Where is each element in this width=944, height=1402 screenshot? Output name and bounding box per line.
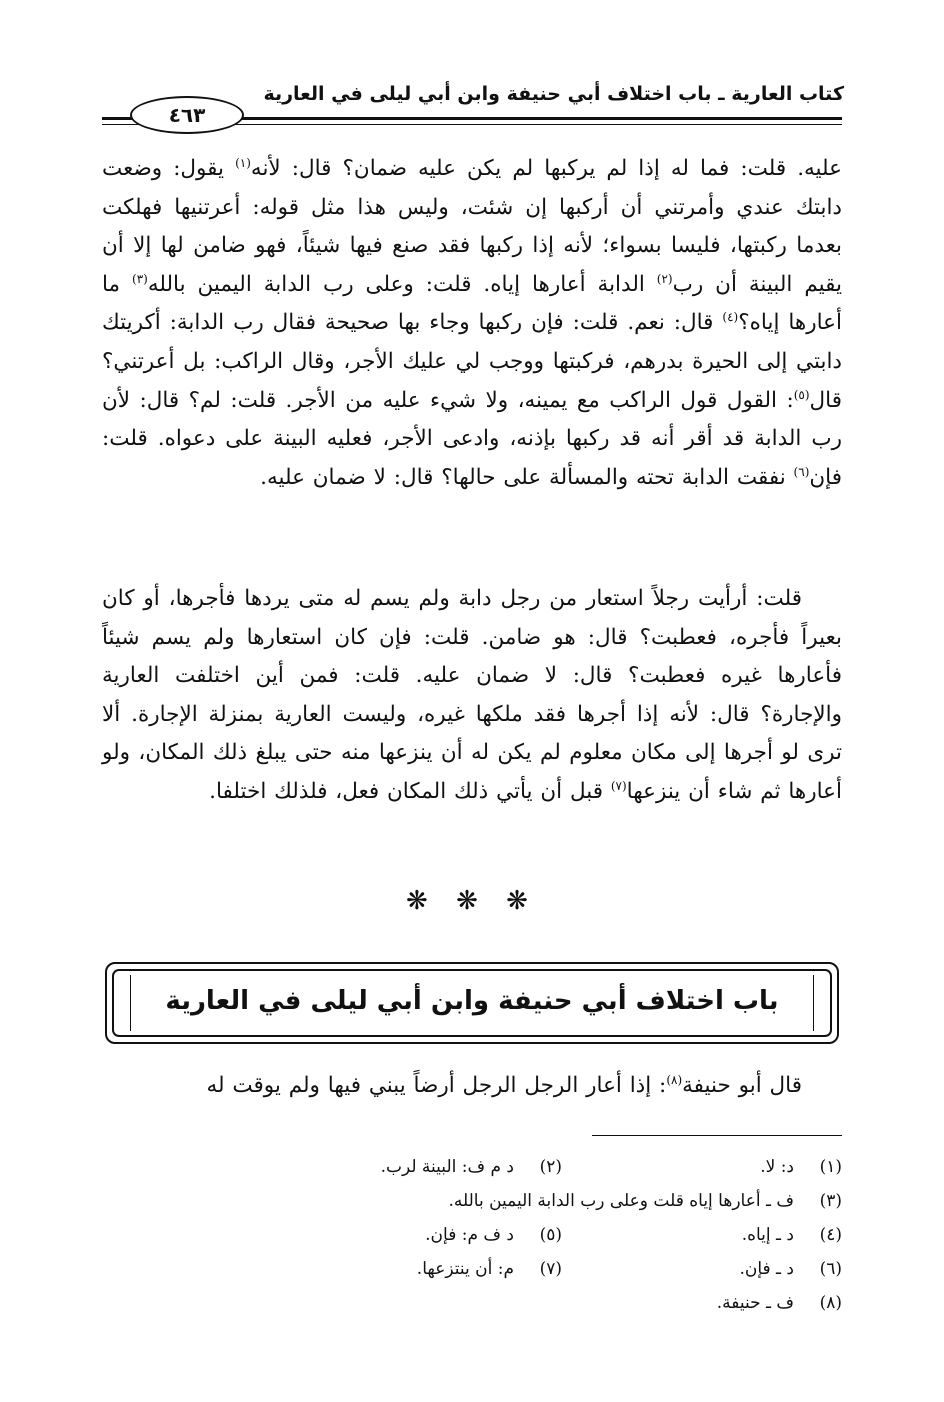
footnote-ref: (٦) (793, 464, 810, 479)
footnote (282, 1218, 562, 1252)
footnote (562, 1252, 842, 1286)
footnote-row (102, 1150, 842, 1184)
text-run: : القول قول الراكب مع يمينه، ولا شيء عليه من الأجر. قلت: لم؟ قال: لأن رب الدابة قد أقر أنه قد ركبها بإذنه، وادعى الأجر، فعليه البينة على دعواه. قلت: فإن (102, 387, 842, 490)
footnote-ref: (١) (235, 155, 251, 170)
footnote-ref: (٣) (132, 271, 148, 286)
body-paragraph-1 (102, 150, 842, 497)
section-separator: ❋ ❋ ❋ (406, 886, 538, 916)
chapter-title-frame (105, 962, 839, 1044)
footnote (282, 1150, 562, 1184)
footnote-number: (٤) (819, 1225, 842, 1245)
footnote-text: د ـ فإن. (739, 1259, 794, 1279)
footnote-row (102, 1286, 842, 1320)
footnote (562, 1218, 842, 1252)
text-run: : إذا أعار الرجل الرجل أرضاً يبني فيها ولم يوقت له (206, 1073, 667, 1098)
footnote-ref: (٨) (666, 1072, 683, 1087)
text-run: الدابة أعارها إياه. قلت: وعلى رب الدابة اليمين بالله (147, 271, 657, 297)
footnote-ref: (٢) (656, 271, 673, 286)
footnote (102, 1184, 842, 1218)
footnote-text: د ـ إياه. (741, 1225, 794, 1245)
running-header-title: كتاب العارية ـ باب اختلاف أبي حنيفة وابن أبي ليلى في العارية (263, 83, 844, 105)
text-run: قلت: أرأيت رجلاً استعار من رجل دابة ولم يسم له متى يردها فأجرها، أو كان بعيراً فأجره، فعطبت؟ قال: هو ضامن. قلت: فإن كان استعارها ولم يسم شيئاً فأعارها غيره فعطبت؟ قال: لا ضمان عليه. قلت: فمن أين اختلفت العارية والإجارة؟ قال: لأنه إذا أجرها فقد ملكها غيره، وليست العارية بمنزلة الإجارة. ألا ترى لو أجرها إلى مكان معلوم لم يكن له أن ينزعها منه حتى يبلغ ذلك المكان، ولو أعارها ثم شاء أن ينزعها (102, 586, 842, 804)
footnote-number: (٢) (539, 1157, 562, 1177)
footnote (282, 1252, 562, 1286)
body-paragraph-2 (102, 580, 842, 812)
footnote-text: د ف م: فإن. (425, 1225, 514, 1245)
footnote (562, 1150, 842, 1184)
footnote-ref: (٤) (722, 310, 739, 325)
footnotes (102, 1150, 842, 1320)
footnote-text: د م ف: البينة لرب. (380, 1157, 514, 1177)
footnote-number: (٦) (819, 1259, 842, 1279)
footnote-row (102, 1218, 842, 1252)
footnote-ref: (٧) (610, 778, 627, 793)
text-run: قبل أن يأتي ذلك المكان فعل، فلذلك اختلفا. (209, 778, 611, 804)
footnote-text: ف ـ حنيفة. (716, 1293, 794, 1313)
footnote-rule (592, 1135, 842, 1136)
text-run: يقول: وضعت دابتك عندي وأمرتني أن أركبها إن شئت، وليس هذا مثل قوله: أعرتنيها فهلكت بعدما ركبتها، فليسا بسواء؛ لأنه إذا ركبها فقد صنع فيها شيئاً، فهو ضامن لها إلا أن يقيم البينة أن رب (102, 156, 842, 297)
page-number: ٤٦٣ (130, 96, 244, 134)
footnote (562, 1286, 842, 1320)
footnote-text: د: لا. (760, 1157, 794, 1177)
text-run: قال: نعم. قلت: فإن ركبها وجاء بها صحيحة فقال رب الدابة: أكريتك دابتي إلى الحيرة بدرهم، فركبتها ووجب لي عليك الأجر، وقال الراكب: بل أعرتني؟ قال (102, 310, 842, 413)
footnote-number: (٣) (819, 1191, 842, 1211)
footnote-number: (٨) (819, 1293, 842, 1313)
footnote-number: (٧) (539, 1259, 562, 1279)
text-run: عليه. قلت: فما له إذا لم يركبها لم يكن عليه ضمان؟ قال: لأنه (250, 156, 842, 181)
title-frame-inner-border (112, 969, 832, 1037)
footnote-row (102, 1252, 842, 1286)
footnote-number: (٥) (539, 1225, 562, 1245)
footnote-number: (١) (819, 1157, 842, 1177)
text-run: نفقت الدابة تحته والمسألة على حالها؟ قال: لا ضمان عليه. (260, 464, 794, 490)
body-paragraph-3 (102, 1067, 842, 1106)
text-run: قال أبو حنيفة (682, 1073, 802, 1098)
chapter-title: باب اختلاف أبي حنيفة وابن أبي ليلى في العارية (165, 986, 779, 1016)
footnote-text: ف ـ أعارها إياه قلت وعلى رب الدابة اليمين بالله. (448, 1191, 794, 1211)
footnote-row (102, 1184, 842, 1218)
footnote-ref: (٥) (793, 387, 810, 402)
text-run: ما أعارها إياه؟ (102, 271, 842, 336)
footnote-text: م: أن ينتزعها. (416, 1259, 514, 1279)
